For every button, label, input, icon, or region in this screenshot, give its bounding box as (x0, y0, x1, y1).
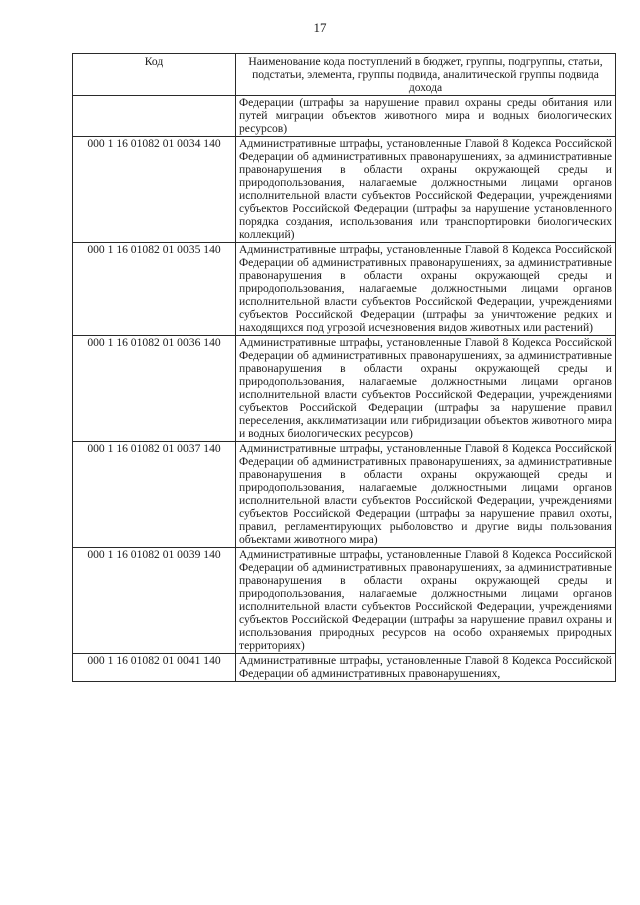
row-description: Административные штрафы, установленные Главой 8 Кодекса Российской Федерации об административных правонарушениях, за административные правонарушения в области охраны окружающей среды и природопользования, налагаемые должностными лицами органов исполнительной власти субъектов Российской Федерации, учреждениями субъектов Российской Федерации (штрафы за нарушение установленного порядка создания, использования или транспортировки биологических коллекций) (236, 137, 616, 243)
table-row (73, 336, 616, 442)
table-row (73, 243, 616, 336)
row-description: Административные штрафы, установленные Главой 8 Кодекса Российской Федерации об административных правонарушениях, за административные правонарушения в области охраны окружающей среды и природопользования, налагаемые должностными лицами органов исполнительной власти субъектов Российской Федерации, учреждениями субъектов Российской Федерации (штрафы за нарушение правил охраны и использования природных ресурсов на особо охраняемых природных территориях) (236, 548, 616, 654)
row-code: 000 1 16 01082 01 0041 140 (73, 654, 236, 682)
row-code: 000 1 16 01082 01 0035 140 (73, 243, 236, 336)
row-code: 000 1 16 01082 01 0034 140 (73, 137, 236, 243)
table-row (73, 548, 616, 654)
table-header-row (73, 54, 616, 96)
row-description: Административные штрафы, установленные Главой 8 Кодекса Российской Федерации об административных правонарушениях, за административные правонарушения в области охраны окружающей среды и природопользования, налагаемые должностными лицами органов исполнительной власти субъектов Российской Федерации, учреждениями субъектов Российской Федерации (штрафы за нарушение правил охоты, правил, регламентирующих рыболовство и другие виды пользования объектами животного мира) (236, 442, 616, 548)
table-row (73, 654, 616, 682)
header-name: Наименование кода поступлений в бюджет, группы, подгруппы, статьи, подстатьи, элемента, группы подвида, аналитической группы подвида дохода (236, 54, 616, 96)
header-code: Код (73, 54, 236, 96)
table-row (73, 442, 616, 548)
page-number: 17 (313, 20, 327, 35)
row-description: Административные штрафы, установленные Главой 8 Кодекса Российской Федерации об административных правонарушениях, за административные правонарушения в области охраны окружающей среды и природопользования, налагаемые должностными лицами органов исполнительной власти субъектов Российской Федерации, учреждениями субъектов Российской Федерации (штрафы за уничтожение редких и находящихся под угрозой исчезновения видов животных или растений) (236, 243, 616, 336)
row-code (73, 96, 236, 137)
row-code: 000 1 16 01082 01 0039 140 (73, 548, 236, 654)
row-description: Административные штрафы, установленные Главой 8 Кодекса Российской Федерации об административных правонарушениях, за административные правонарушения в области охраны окружающей среды и природопользования, налагаемые должностными лицами органов исполнительной власти субъектов Российской Федерации, учреждениями субъектов Российской Федерации (штрафы за нарушение правил переселения, акклиматизации или гибридизации объектов животного мира и водных биологических ресурсов) (236, 336, 616, 442)
table-row (73, 96, 616, 137)
row-code: 000 1 16 01082 01 0036 140 (73, 336, 236, 442)
row-description: Федерации (штрафы за нарушение правил охраны среды обитания или путей миграции объектов животного мира и водных биологических ресурсов) (236, 96, 616, 137)
table-row (73, 137, 616, 243)
revenue-codes-table (72, 53, 616, 682)
row-code: 000 1 16 01082 01 0037 140 (73, 442, 236, 548)
row-description: Административные штрафы, установленные Главой 8 Кодекса Российской Федерации об административных правонарушениях, (236, 654, 616, 682)
